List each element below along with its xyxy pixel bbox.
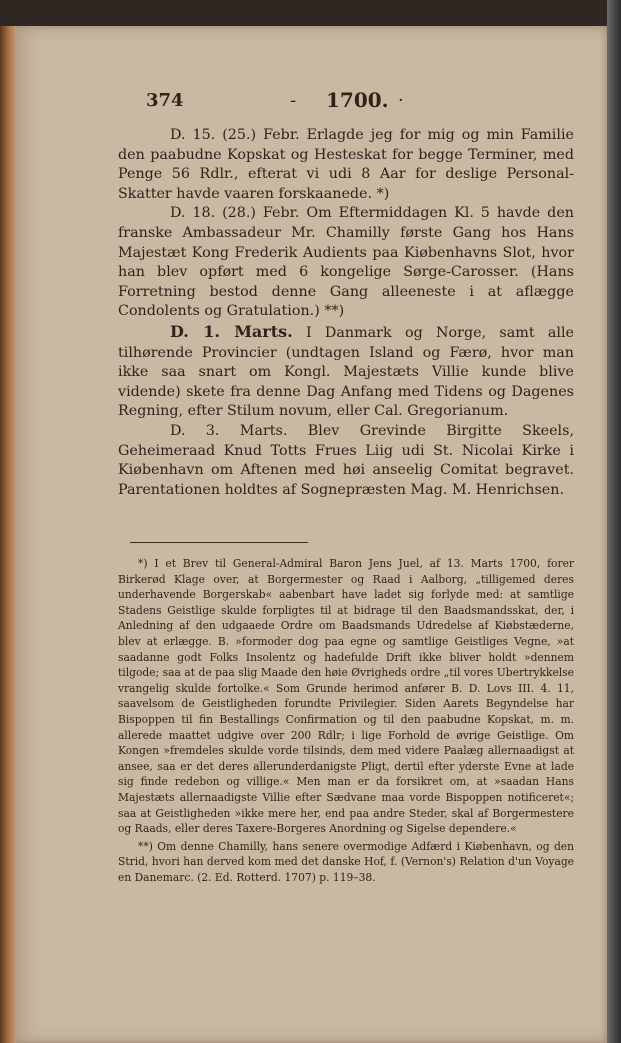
book-spine-edge [0,26,16,1043]
scanner-edge [607,0,621,1043]
scan-top-shadow [0,0,621,28]
entry-march-1-text: I Danmark og Norge, samt alle tilhørende Provincier (undtagen Island og Færø, hvor man ikke saa snart om Kongl. Majestæts Villie kunde blive vidende) skete fra denne Dag Anfang med Tidens og Dagenes Regning, efter Stilum novum, eller Cal. Gregorianum. [118,324,574,420]
footnote-2: **) Om denne Chamilly, hans senere overmodige Adfærd i Kiøbenhavn, og den Strid, hvori han derved kom med det danske Hof, f. (Vernon's) Relation d'un Voyage en Danemarc. (2. Ed. Rotterd. 1707) p. 119–38. [118,839,574,884]
entry-feb-15: D. 15. (25.) Febr. Erlagde jeg for mig og min Familie den paabudne Kopskat og Hesteskat for begge Terminer, med Penge 56 Rdlr., efterat vi udi 8 Aar for deslige Personal-Skatter havde vaaren forskaanede. *) [118,127,574,202]
header-dash: - [290,90,297,111]
entry-march-3: D. 3. Marts. Blev Grevinde Birgitte Skeels, Geheimeraad Knud Totts Frues Liig udi St. Nicolai Kirke i Kiøbenhavn om Aftenen med høi anseelig Comitat begravet. Parentationen holdtes af Sognepræsten Mag. M. Henrichsen. [118,422,574,498]
running-header [118,86,574,116]
footnotes [118,556,574,887]
footnote-1: *) I et Brev til General-Admiral Baron Jens Juel, af 13. Marts 1700, forer Birkerød Klage over, at Borgermester og Raad i Aalborg, „tilligemed deres underhavende Borgerskab« aabenbart have ladet sig forlyde med: at samtlige Stadens Geistlige skulde forpligtes til at bidrage til den Baadsmandsskat, der, i Anledning af den udgaaede Ordre om Baadsmands Udredelse af Kiøbstæderne, blev at erlægge. B. »formoder dog paa egne og samtlige Geistliges Vegne, »at saadanne godt Folks Insolentz og hadefulde Drift ikke bliver holdt »dennem tilgode; saa at de paa slig Maade den høie Øvrigheds ordre „til vores Ubertrykkelse vrangelig skulde fortolke.« Som Grunde herimod anfører B. D. Lovs III. 4. 11, saavelsom de Geistligheden forundte Privilegier. Siden Aarets Begyndelse har Bispoppen til fin Bestallings Confirmation og til den paabudne Kopskat, m. m. allerede maattet udgive over 200 Rdlr; i lige Forhold de øvrige Geistlige. Om Kongen »fremdeles skulde vorde tilsinds, dem med videre Paalæg allernaadigst at ansee, saa er det deres allerunderdanigste Pligt, dertil efter yderste Evne at lade sig finde redebon og villige.« Men man er da forsikret om, at »saadan Hans Majestæts allernaadigste Villie efter Sædvane maa vorde Bispoppen notificeret«; saa at Geistligheden »ikke mere her, end paa andre Steder, skal af Borgermestere og Raads, eller deres Taxere-Borgeres Anordning og Sigelse dependere.« [118,557,574,836]
running-year: 1700. [326,88,389,112]
page-number: 374 [146,90,184,111]
entry-march-1 [118,322,574,422]
entry-feb-18: D. 18. (28.) Febr. Om Eftermiddagen Kl. 5 havde den franske Ambassadeur Mr. Chamilly første Gang hos Hans Majestæt Kong Frederik Audients paa Kiøbenhavns Slot, hvor han blev opført med 6 kongelige Sørge-Carosser. (Hans Forretning bestod denne Gang alleeneste i at aflægge Condolents og Gratulation.) **) [118,205,574,320]
entry-march-1-heading: D. 1. Marts. [170,321,293,341]
page-content [118,86,574,884]
header-dot: · [398,90,404,111]
body-text [118,126,574,500]
footnote-divider [130,542,308,543]
